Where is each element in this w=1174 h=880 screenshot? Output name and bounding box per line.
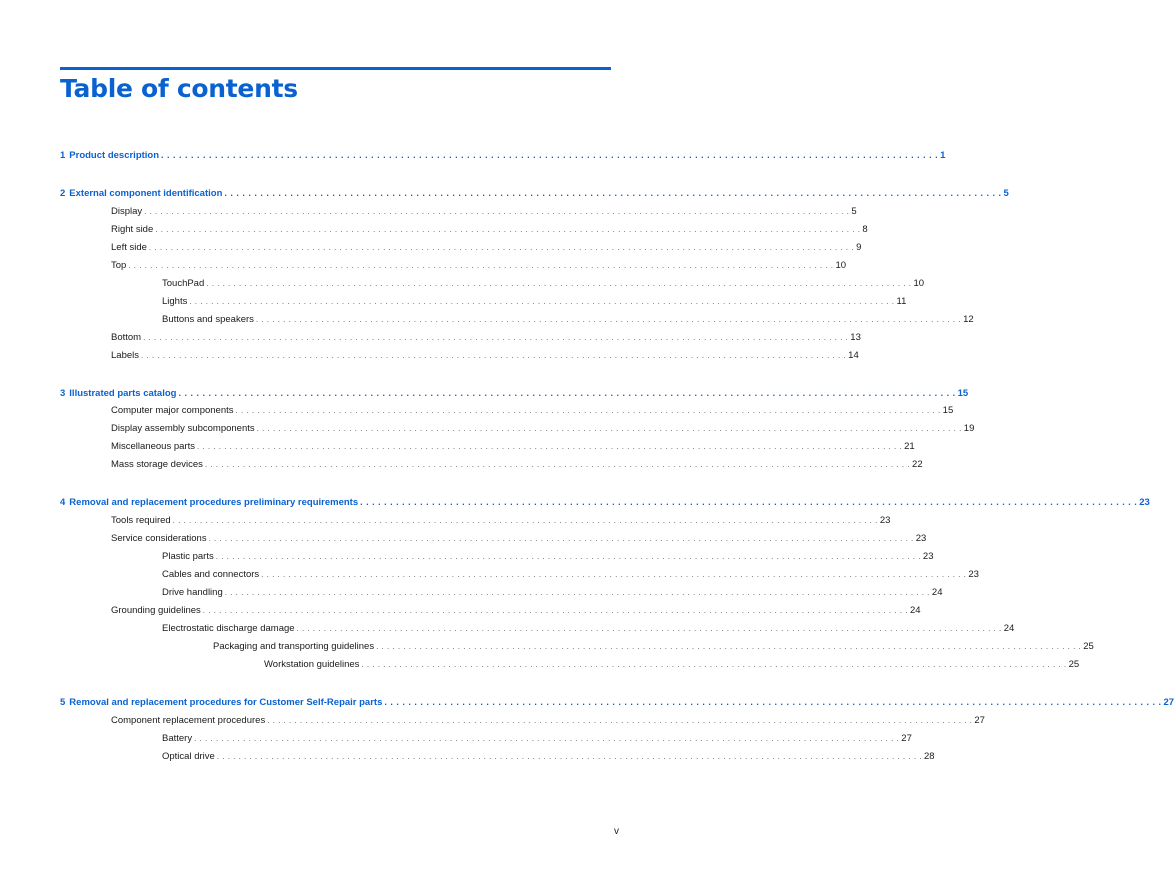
toc-entry-label <box>162 622 297 636</box>
toc-section-entry[interactable] <box>60 568 979 582</box>
toc-dot-leader: . . . . . . . . . . . . . . . . . . . . . . . . . . . . . . . . . . . . . . . . . . . . . . . . . . . . . . . . . . . . . . . . . . . . . . . . . . . . . . . . . . . . . . . . . . . . . . . . . . . . . . . . . . . . . . . . . . . . . . . . . . . . . . . . . . <box>155 225 861 234</box>
toc-chapter-entry[interactable] <box>60 186 1009 200</box>
toc-page-number: 25 <box>1068 659 1080 670</box>
toc-dot-leader: . . . . . . . . . . . . . . . . . . . . . . . . . . . . . . . . . . . . . . . . . . . . . . . . . . . . . . . . . . . . . . . . . . . . . . . . . . . . . . . . . . . . . . . . . . . . . . . . . . . . . . . . . . . . . . . . . . . . . . . . . . . . . . . . . . <box>361 660 1067 669</box>
toc-dot-leader: . . . . . . . . . . . . . . . . . . . . . . . . . . . . . . . . . . . . . . . . . . . . . . . . . . . . . . . . . . . . . . . . . . . . . . . . . . . . . . . . . . . . . . . . . . . . . . . . . . . . . . . . . . . . . . . . . . . . . . . . . . . . . . . . . . <box>204 460 911 469</box>
toc-entry-text: Component replacement procedures <box>111 715 266 726</box>
toc-entry-label <box>60 149 161 163</box>
toc-dot-leader: . . . . . . . . . . . . . . . . . . . . . . . . . . . . . . . . . . . . . . . . . . . . . . . . . . . . . . . . . . . . . . . . . . . . . . . . . . . . . . . . . . . . . . . . . . . . . . . . . . . . . . . . . . . . . . . . . . . . . . . . . . . . . . . . . . <box>235 406 941 415</box>
toc-page-number: 10 <box>835 260 847 271</box>
toc-entry-label <box>162 568 261 582</box>
toc-chapter-entry[interactable] <box>60 386 969 400</box>
toc-dot-leader: . . . . . . . . . . . . . . . . . . . . . . . . . . . . . . . . . . . . . . . . . . . . . . . . . . . . . . . . . . . . . . . . . . . . . . . . . . . . . . . . . . . . . . . . . . . . . . . . . . . . . . . . . . . . . . . . . . . . . . . . . . . . . . . . . . <box>296 624 1002 633</box>
toc-section-entry[interactable] <box>60 622 1015 636</box>
toc-page-number: 23 <box>1139 497 1150 508</box>
toc-section-entry[interactable] <box>60 532 927 546</box>
toc-dot-leader: . . . . . . . . . . . . . . . . . . . . . . . . . . . . . . . . . . . . . . . . . . . . . . . . . . . . . . . . . . . . . . . . . . . . . . . . . . . . . . . . . . . . . . . . . . . . . . . . . . . . . . . . . . . . . . . . . . . . . . . . . . . . . . . . . . <box>360 497 1138 507</box>
toc-page-number: 10 <box>913 278 925 289</box>
toc-entry-label <box>111 714 267 728</box>
toc-entry-text: Product description <box>69 150 160 161</box>
toc-section-entry[interactable] <box>60 404 954 418</box>
toc-page-number: 5 <box>851 206 857 217</box>
toc-page-number: 9 <box>856 242 862 253</box>
toc-entry-text: Cables and connectors <box>162 569 260 580</box>
toc-entry-text: Computer major components <box>111 405 234 416</box>
toc-section-entry[interactable] <box>60 714 985 728</box>
toc-section-entry[interactable] <box>60 295 907 309</box>
toc-chapter-entry[interactable] <box>60 695 1174 709</box>
toc-section-entry[interactable] <box>60 313 974 327</box>
toc-page-number: 27 <box>901 733 912 744</box>
toc-section-entry[interactable] <box>60 205 857 219</box>
toc-dot-leader: . . . . . . . . . . . . . . . . . . . . . . . . . . . . . . . . . . . . . . . . . . . . . . . . . . . . . . . . . . . . . . . . . . . . . . . . . . . . . . . . . . . . . . . . . . . . . . . . . . . . . . . . . . . . . . . . . . . . . . . . . . . . . . . . . . <box>172 516 878 525</box>
toc-section-entry[interactable] <box>60 586 943 600</box>
toc-dot-leader: . . . . . . . . . . . . . . . . . . . . . . . . . . . . . . . . . . . . . . . . . . . . . . . . . . . . . . . . . . . . . . . . . . . . . . . . . . . . . . . . . . . . . . . . . . . . . . . . . . . . . . . . . . . . . . . . . . . . . . . . . . . . . . . . . . <box>208 534 914 543</box>
toc-entry-label <box>60 187 224 201</box>
toc-entry-label <box>111 331 143 345</box>
toc-entry-text: External component identification <box>69 188 223 199</box>
toc-entry-text: Top <box>111 260 127 271</box>
toc-section-entry[interactable] <box>60 458 923 472</box>
table-of-contents <box>60 0 1174 880</box>
toc-dot-leader: . . . . . . . . . . . . . . . . . . . . . . . . . . . . . . . . . . . . . . . . . . . . . . . . . . . . . . . . . . . . . . . . . . . . . . . . . . . . . . . . . . . . . . . . . . . . . . . . . . . . . . . . . . . . . . . . . . . . . . . . . . . . . . . . . . <box>376 642 1082 651</box>
toc-entry-text: Drive handling <box>162 587 223 598</box>
toc-entry-label <box>111 514 173 528</box>
toc-entry-label <box>111 440 197 454</box>
toc-entry-text: Right side <box>111 224 154 235</box>
toc-entry-label <box>162 277 206 291</box>
toc-entry-label <box>162 550 216 564</box>
toc-entry-text: Packaging and transporting guidelines <box>213 641 375 652</box>
page-number: v <box>614 826 619 837</box>
toc-entry-label <box>111 259 128 273</box>
toc-dot-leader: . . . . . . . . . . . . . . . . . . . . . . . . . . . . . . . . . . . . . . . . . . . . . . . . . . . . . . . . . . . . . . . . . . . . . . . . . . . . . . . . . . . . . . . . . . . . . . . . . . . . . . . . . . . . . . . . . . . . . . . . . . . . . . . . . . <box>196 442 903 451</box>
toc-dot-leader: . . . . . . . . . . . . . . . . . . . . . . . . . . . . . . . . . . . . . . . . . . . . . . . . . . . . . . . . . . . . . . . . . . . . . . . . . . . . . . . . . . . . . . . . . . . . . . . . . . . . . . . . . . . . . . . . . . . . . . . . . . . . . . . . . . <box>261 570 967 579</box>
toc-entry-label <box>111 532 209 546</box>
toc-entry-text: Illustrated parts catalog <box>69 388 177 399</box>
page-title: Table of contents <box>60 74 298 103</box>
toc-entry-text: Buttons and speakers <box>162 314 254 325</box>
toc-section-entry[interactable] <box>60 223 868 237</box>
toc-page-number: 27 <box>974 715 985 726</box>
toc-entry-text: Miscellaneous parts <box>111 441 195 452</box>
toc-entry-label <box>213 640 376 654</box>
toc-section-entry[interactable] <box>60 604 921 618</box>
toc-section-entry[interactable] <box>60 440 915 454</box>
toc-entry-label <box>264 658 361 672</box>
toc-page-number: 23 <box>968 569 979 580</box>
toc-section-entry[interactable] <box>60 422 975 436</box>
toc-dot-leader: . . . . . . . . . . . . . . . . . . . . . . . . . . . . . . . . . . . . . . . . . . . . . . . . . . . . . . . . . . . . . . . . . . . . . . . . . . . . . . . . . . . . . . . . . . . . . . . . . . . . . . . . . . . . . . . . . . . . . . . . . . . . . . . . . . <box>194 734 900 743</box>
toc-page-number: 5 <box>1003 188 1009 199</box>
toc-entry-label <box>162 313 256 327</box>
toc-dot-leader: . . . . . . . . . . . . . . . . . . . . . . . . . . . . . . . . . . . . . . . . . . . . . . . . . . . . . . . . . . . . . . . . . . . . . . . . . . . . . . . . . . . . . . . . . . . . . . . . . . . . . . . . . . . . . . . . . . . . . . . . . . . . . . . . . . <box>178 388 956 398</box>
toc-section-entry[interactable] <box>60 259 847 273</box>
toc-entry-text: Bottom <box>111 332 142 343</box>
toc-entry-text: Display <box>111 206 143 217</box>
toc-chapter-number: 3 <box>60 388 66 399</box>
toc-chapter-entry[interactable] <box>60 495 1150 509</box>
toc-section-entry[interactable] <box>60 241 862 255</box>
toc-entry-text: Electrostatic discharge damage <box>162 623 295 634</box>
toc-page-number: 23 <box>915 533 927 544</box>
toc-dot-leader: . . . . . . . . . . . . . . . . . . . . . . . . . . . . . . . . . . . . . . . . . . . . . . . . . . . . . . . . . . . . . . . . . . . . . . . . . . . . . . . . . . . . . . . . . . . . . . . . . . . . . . . . . . . . . . . . . . . . . . . . . . . . . . . . . . <box>255 315 962 324</box>
toc-section-entry[interactable] <box>60 349 859 363</box>
toc-entry-text: Removal and replacement procedures preliminary requirements <box>69 497 359 508</box>
toc-dot-leader: . . . . . . . . . . . . . . . . . . . . . . . . . . . . . . . . . . . . . . . . . . . . . . . . . . . . . . . . . . . . . . . . . . . . . . . . . . . . . . . . . . . . . . . . . . . . . . . . . . . . . . . . . . . . . . . . . . . . . . . . . . . . . . . . . . <box>189 297 895 306</box>
toc-page-number: 22 <box>912 459 923 470</box>
toc-section-entry[interactable] <box>60 550 934 564</box>
toc-dot-leader: . . . . . . . . . . . . . . . . . . . . . . . . . . . . . . . . . . . . . . . . . . . . . . . . . . . . . . . . . . . . . . . . . . . . . . . . . . . . . . . . . . . . . . . . . . . . . . . . . . . . . . . . . . . . . . . . . . . . . . . . . . . . . . . . . . <box>202 606 908 615</box>
toc-entry-label <box>111 205 144 219</box>
toc-dot-leader: . . . . . . . . . . . . . . . . . . . . . . . . . . . . . . . . . . . . . . . . . . . . . . . . . . . . . . . . . . . . . . . . . . . . . . . . . . . . . . . . . . . . . . . . . . . . . . . . . . . . . . . . . . . . . . . . . . . . . . . . . . . . . . . . . . <box>141 351 847 360</box>
toc-entry-text: Lights <box>162 296 188 307</box>
toc-section-entry[interactable] <box>60 277 925 291</box>
toc-page-number: 11 <box>896 296 907 307</box>
toc-page-number: 23 <box>879 515 891 526</box>
toc-dot-leader: . . . . . . . . . . . . . . . . . . . . . . . . . . . . . . . . . . . . . . . . . . . . . . . . . . . . . . . . . . . . . . . . . . . . . . . . . . . . . . . . . . . . . . . . . . . . . . . . . . . . . . . . . . . . . . . . . . . . . . . . . . . . . . . . . . <box>224 188 1002 198</box>
toc-entry-label <box>60 496 360 510</box>
toc-entry-text: Grounding guidelines <box>111 605 201 616</box>
toc-entry-text: Display assembly subcomponents <box>111 423 255 434</box>
toc-entry-label <box>162 750 217 764</box>
toc-dot-leader: . . . . . . . . . . . . . . . . . . . . . . . . . . . . . . . . . . . . . . . . . . . . . . . . . . . . . . . . . . . . . . . . . . . . . . . . . . . . . . . . . . . . . . . . . . . . . . . . . . . . . . . . . . . . . . . . . . . . . . . . . . . . . . . . . . <box>384 697 1162 707</box>
toc-section-entry[interactable] <box>60 750 935 764</box>
toc-page-number: 1 <box>940 150 946 161</box>
toc-entry-text: Mass storage devices <box>111 459 203 470</box>
toc-entry-label <box>111 604 203 618</box>
toc-dot-leader: . . . . . . . . . . . . . . . . . . . . . . . . . . . . . . . . . . . . . . . . . . . . . . . . . . . . . . . . . . . . . . . . . . . . . . . . . . . . . . . . . . . . . . . . . . . . . . . . . . . . . . . . . . . . . . . . . . . . . . . . . . . . . . . . . . <box>256 424 962 433</box>
toc-chapter-number: 2 <box>60 188 66 199</box>
toc-chapter-entry[interactable] <box>60 148 946 162</box>
toc-entry-label <box>60 387 178 401</box>
toc-entry-text: Left side <box>111 242 147 253</box>
toc-page-number: 24 <box>931 587 943 598</box>
toc-dot-leader: . . . . . . . . . . . . . . . . . . . . . . . . . . . . . . . . . . . . . . . . . . . . . . . . . . . . . . . . . . . . . . . . . . . . . . . . . . . . . . . . . . . . . . . . . . . . . . . . . . . . . . . . . . . . . . . . . . . . . . . . . . . . . . . . . . <box>143 333 849 342</box>
toc-page-number: 15 <box>942 405 954 416</box>
toc-entry-text: Labels <box>111 350 139 361</box>
toc-dot-leader: . . . . . . . . . . . . . . . . . . . . . . . . . . . . . . . . . . . . . . . . . . . . . . . . . . . . . . . . . . . . . . . . . . . . . . . . . . . . . . . . . . . . . . . . . . . . . . . . . . . . . . . . . . . . . . . . . . . . . . . . . . . . . . . . . . <box>224 588 930 597</box>
toc-entry-label <box>111 458 205 472</box>
toc-page-number: 19 <box>963 423 975 434</box>
toc-entry-label <box>162 295 189 309</box>
toc-page-number: 12 <box>963 314 974 325</box>
toc-dot-leader: . . . . . . . . . . . . . . . . . . . . . . . . . . . . . . . . . . . . . . . . . . . . . . . . . . . . . . . . . . . . . . . . . . . . . . . . . . . . . . . . . . . . . . . . . . . . . . . . . . . . . . . . . . . . . . . . . . . . . . . . . . . . . . . . . . <box>206 279 912 288</box>
toc-section-entry[interactable] <box>60 658 1080 672</box>
toc-entry-text: Workstation guidelines <box>264 659 360 670</box>
toc-entry-label <box>111 422 257 436</box>
toc-entry-text: Battery <box>162 733 193 744</box>
toc-page-number: 25 <box>1083 641 1094 652</box>
toc-dot-leader: . . . . . . . . . . . . . . . . . . . . . . . . . . . . . . . . . . . . . . . . . . . . . . . . . . . . . . . . . . . . . . . . . . . . . . . . . . . . . . . . . . . . . . . . . . . . . . . . . . . . . . . . . . . . . . . . . . . . . . . . . . . . . . . . . . <box>215 552 921 561</box>
toc-entry-text: TouchPad <box>162 278 205 289</box>
toc-entry-label <box>162 586 225 600</box>
toc-entry-label <box>111 241 149 255</box>
toc-dot-leader: . . . . . . . . . . . . . . . . . . . . . . . . . . . . . . . . . . . . . . . . . . . . . . . . . . . . . . . . . . . . . . . . . . . . . . . . . . . . . . . . . . . . . . . . . . . . . . . . . . . . . . . . . . . . . . . . . . . . . . . . . . . . . . . . . . <box>128 261 834 270</box>
toc-entry-text: Optical drive <box>162 751 215 762</box>
toc-entry-text: Plastic parts <box>162 551 214 562</box>
toc-chapter-number: 1 <box>60 150 66 161</box>
toc-page-number: 13 <box>850 332 861 343</box>
toc-dot-leader: . . . . . . . . . . . . . . . . . . . . . . . . . . . . . . . . . . . . . . . . . . . . . . . . . . . . . . . . . . . . . . . . . . . . . . . . . . . . . . . . . . . . . . . . . . . . . . . . . . . . . . . . . . . . . . . . . . . . . . . . . . . . . . . . . . <box>144 207 850 216</box>
toc-entry-text: Removal and replacement procedures for Customer Self-Repair parts <box>69 697 383 708</box>
toc-dot-leader: . . . . . . . . . . . . . . . . . . . . . . . . . . . . . . . . . . . . . . . . . . . . . . . . . . . . . . . . . . . . . . . . . . . . . . . . . . . . . . . . . . . . . . . . . . . . . . . . . . . . . . . . . . . . . . . . . . . . . . . . . . . . . . . . . . <box>216 752 922 761</box>
toc-dot-leader: . . . . . . . . . . . . . . . . . . . . . . . . . . . . . . . . . . . . . . . . . . . . . . . . . . . . . . . . . . . . . . . . . . . . . . . . . . . . . . . . . . . . . . . . . . . . . . . . . . . . . . . . . . . . . . . . . . . . . . . . . . . . . . . . . . <box>148 243 855 252</box>
toc-page-number: 23 <box>922 551 934 562</box>
toc-page-number: 27 <box>1163 697 1174 708</box>
toc-section-entry[interactable] <box>60 331 861 345</box>
toc-page-number: 24 <box>1003 623 1015 634</box>
toc-dot-leader: . . . . . . . . . . . . . . . . . . . . . . . . . . . . . . . . . . . . . . . . . . . . . . . . . . . . . . . . . . . . . . . . . . . . . . . . . . . . . . . . . . . . . . . . . . . . . . . . . . . . . . . . . . . . . . . . . . . . . . . . . . . . . . . . . . <box>161 150 939 160</box>
toc-page-number: 28 <box>923 751 935 762</box>
toc-entry-label <box>111 223 155 237</box>
toc-entry-label <box>111 349 141 363</box>
toc-section-entry[interactable] <box>60 732 912 746</box>
toc-dot-leader: . . . . . . . . . . . . . . . . . . . . . . . . . . . . . . . . . . . . . . . . . . . . . . . . . . . . . . . . . . . . . . . . . . . . . . . . . . . . . . . . . . . . . . . . . . . . . . . . . . . . . . . . . . . . . . . . . . . . . . . . . . . . . . . . . . <box>267 716 973 725</box>
toc-page-number: 15 <box>957 388 969 399</box>
toc-page-number: 21 <box>904 441 915 452</box>
toc-entry-label <box>60 696 384 710</box>
toc-section-entry[interactable] <box>60 514 891 528</box>
toc-section-entry[interactable] <box>60 640 1094 654</box>
toc-page-number: 24 <box>909 605 921 616</box>
toc-entry-label <box>162 732 194 746</box>
toc-page-number: 14 <box>848 350 859 361</box>
toc-chapter-number: 5 <box>60 697 66 708</box>
toc-page-number: 8 <box>862 224 868 235</box>
toc-entry-text: Tools required <box>111 515 171 526</box>
toc-chapter-number: 4 <box>60 497 66 508</box>
toc-entry-label <box>111 404 236 418</box>
toc-entry-text: Service considerations <box>111 533 207 544</box>
